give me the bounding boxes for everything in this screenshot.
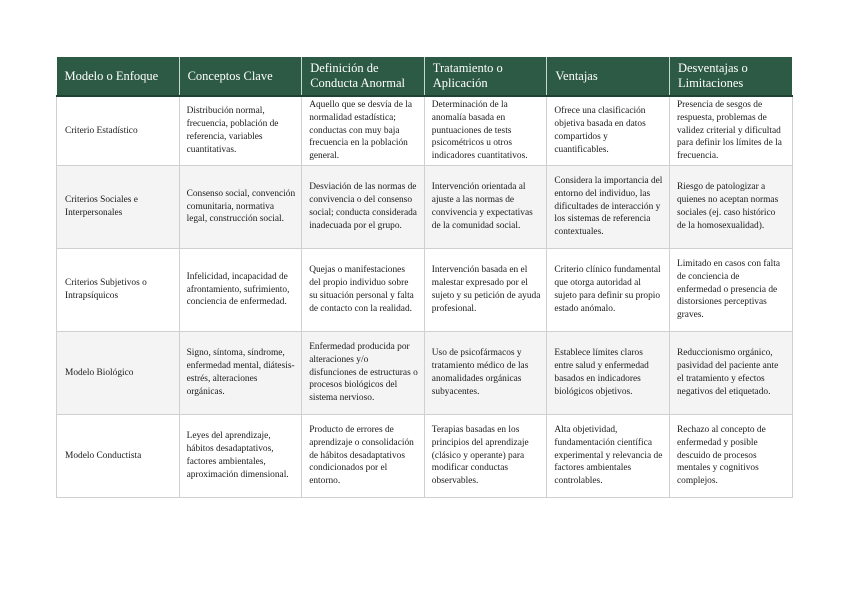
table-header [57,57,793,96]
cell-advantages: Criterio clínico fundamental que otorga autoridad al sujeto para definir su propio estado anómalo. [547,249,670,332]
cell-concepts: Leyes del aprendizaje, hábitos desadaptativos, factores ambientales, aproximación dimensional. [179,415,302,498]
cell-disadvantages: Limitado en casos con falta de conciencia de enfermedad o presencia de distorsiones perceptivas graves. [669,249,792,332]
cell-model: Modelo Biológico [57,332,180,415]
table-row [57,332,793,415]
table-body [57,96,793,498]
cell-concepts: Consenso social, convención comunitaria, normativa legal, construcción social. [179,166,302,249]
cell-concepts: Infelicidad, incapacidad de afrontamiento, sufrimiento, conciencia de enfermedad. [179,249,302,332]
cell-definition: Desviación de las normas de convivencia o del consenso social; conducta considerada inadecuada por el grupo. [302,166,425,249]
header-disadvantages: Desventajas o Limitaciones [669,57,792,96]
header-row [57,57,793,96]
cell-advantages: Considera la importancia del entorno del individuo, las dificultades de interacción y los sistemas de referencia contextuales. [547,166,670,249]
table-row [57,249,793,332]
cell-concepts: Signo, síntoma, síndrome, enfermedad mental, diátesis-estrés, alteraciones orgánicas. [179,332,302,415]
cell-definition: Aquello que se desvía de la normalidad estadística; conductas con muy baja frecuencia en la población general. [302,96,425,166]
cell-advantages: Establece límites claros entre salud y enfermedad basados en indicadores biológicos objetivos. [547,332,670,415]
cell-model: Criterios Sociales e Interpersonales [57,166,180,249]
cell-model: Modelo Conductista [57,415,180,498]
cell-treatment: Terapias basadas en los principios del aprendizaje (clásico y operante) para modificar conductas observables. [424,415,547,498]
cell-definition: Producto de errores de aprendizaje o consolidación de hábitos desadaptativos condicionados por el entorno. [302,415,425,498]
cell-treatment: Intervención basada en el malestar expresado por el sujeto y su petición de ayuda profesional. [424,249,547,332]
header-concepts: Conceptos Clave [179,57,302,96]
cell-disadvantages: Riesgo de patologizar a quienes no aceptan normas sociales (ej. caso histórico de la homosexualidad). [669,166,792,249]
table-row [57,166,793,249]
header-model: Modelo o Enfoque [57,57,180,96]
cell-disadvantages: Presencia de sesgos de respuesta, problemas de validez criterial y dificultad para definir los límites de la frecuencia. [669,96,792,166]
cell-definition: Enfermedad producida por alteraciones y/o disfunciones de estructuras o procesos biológicos del sistema nervioso. [302,332,425,415]
comparison-table [56,57,793,498]
cell-model: Criterios Subjetivos o Intrapsíquicos [57,249,180,332]
cell-disadvantages: Reduccionismo orgánico, pasividad del paciente ante el tratamiento y efectos negativos del etiquetado. [669,332,792,415]
cell-concepts: Distribución normal, frecuencia, población de referencia, variables cuantitativas. [179,96,302,166]
cell-disadvantages: Rechazo al concepto de enfermedad y posible descuido de procesos mentales y cognitivos complejos. [669,415,792,498]
header-advantages: Ventajas [547,57,670,96]
header-treatment: Tratamiento o Aplicación [424,57,547,96]
cell-advantages: Ofrece una clasificación objetiva basada en datos compartidos y cuantificables. [547,96,670,166]
table-row [57,96,793,166]
cell-treatment: Intervención orientada al ajuste a las normas de convivencia y expectativas de la comunidad social. [424,166,547,249]
header-definition: Definición de Conducta Anormal [302,57,425,96]
cell-model: Criterio Estadístico [57,96,180,166]
table-row [57,415,793,498]
cell-treatment: Uso de psicofármacos y tratamiento médico de las anomalidades orgánicas subyacentes. [424,332,547,415]
cell-advantages: Alta objetividad, fundamentación científica experimental y relevancia de factores ambientales controlables. [547,415,670,498]
cell-treatment: Determinación de la anomalía basada en puntuaciones de tests psicométricos u otros indicadores cuantitativos. [424,96,547,166]
cell-definition: Quejas o manifestaciones del propio individuo sobre su situación personal y falta de contacto con la realidad. [302,249,425,332]
